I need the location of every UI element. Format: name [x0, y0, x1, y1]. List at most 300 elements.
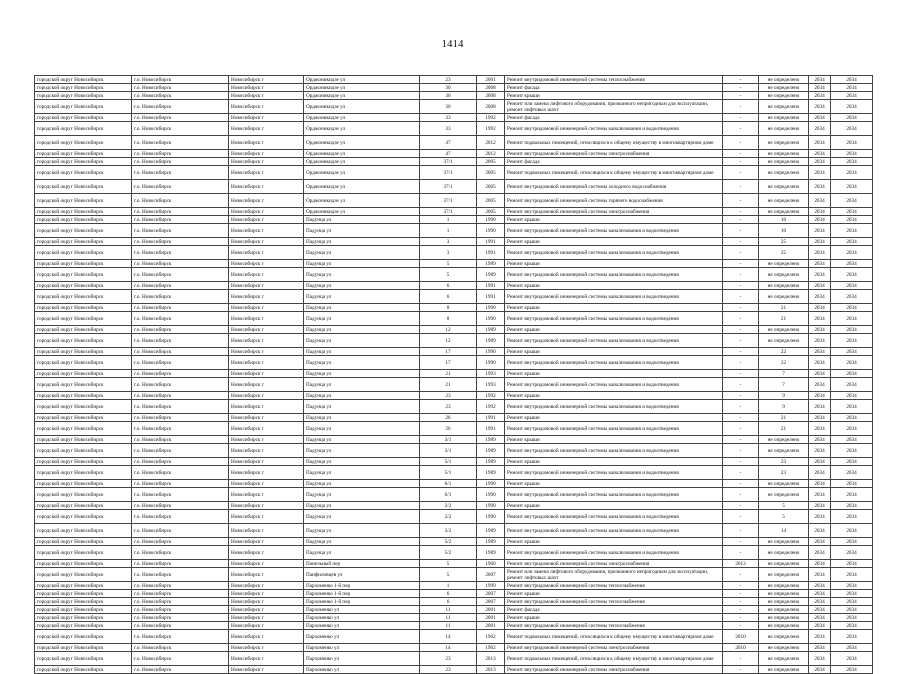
table-row	[35, 546, 873, 560]
wear-cell: 21	[759, 304, 809, 312]
city-district-cell: г.о. Новосибирск	[132, 356, 229, 370]
city-district-cell: г.о. Новосибирск	[132, 268, 229, 282]
street-cell: Падунца ул	[304, 312, 420, 326]
settlement-cell: Новосибирск г	[229, 510, 304, 524]
street-cell: Падунца ул	[304, 546, 420, 560]
wear-cell: 14	[759, 524, 809, 538]
city-district-cell: г.о. Новосибирск	[132, 488, 229, 502]
build-year-cell: 1989	[477, 466, 505, 480]
plan-year-start-cell: 2034	[809, 282, 831, 290]
work-type-cell: Ремонт крыши	[505, 538, 723, 546]
municipality-cell: городской округ Новосибирск	[35, 568, 132, 582]
plan-year-end-cell: 2034	[831, 480, 873, 488]
municipality-cell: городской округ Новосибирск	[35, 348, 132, 356]
settlement-cell: Новосибирск г	[229, 598, 304, 606]
last-repair-year-cell: -	[723, 488, 759, 502]
table-row	[35, 458, 873, 466]
table-row	[35, 114, 873, 122]
last-repair-year-cell: -	[723, 84, 759, 92]
house-number-cell: 23	[420, 652, 477, 666]
house-number-cell: 5/2	[420, 546, 477, 560]
table-row	[35, 606, 873, 614]
build-year-cell: 1990	[477, 480, 505, 488]
build-year-cell: 2001	[477, 76, 505, 84]
plan-year-end-cell: 2034	[831, 502, 873, 510]
plan-year-start-cell: 2034	[809, 260, 831, 268]
plan-year-end-cell: 2034	[831, 290, 873, 304]
street-cell: Орджоникидзе ул	[304, 114, 420, 122]
municipality-cell: городской округ Новосибирск	[35, 582, 132, 590]
street-cell: Падунца ул	[304, 246, 420, 260]
build-year-cell: 2007	[477, 590, 505, 598]
municipality-cell: городской округ Новосибирск	[35, 606, 132, 614]
build-year-cell: 1990	[477, 304, 505, 312]
last-repair-year-cell: -	[723, 436, 759, 444]
plan-year-end-cell: 2034	[831, 652, 873, 666]
plan-year-end-cell: 2034	[831, 422, 873, 436]
plan-year-end-cell: 2034	[831, 166, 873, 180]
plan-year-end-cell: 2034	[831, 150, 873, 158]
wear-cell: не определено	[759, 630, 809, 644]
table-row	[35, 356, 873, 370]
street-cell: Орджоникидзе ул	[304, 136, 420, 150]
plan-year-start-cell: 2034	[809, 208, 831, 216]
settlement-cell: Новосибирск г	[229, 458, 304, 466]
build-year-cell: 2008	[477, 92, 505, 100]
house-number-cell: 6	[420, 598, 477, 606]
build-year-cell: 1991	[477, 422, 505, 436]
municipality-cell: городской округ Новосибирск	[35, 422, 132, 436]
house-number-cell: 2/2	[420, 502, 477, 510]
settlement-cell: Новосибирск г	[229, 392, 304, 400]
table-row	[35, 238, 873, 246]
table-row	[35, 136, 873, 150]
wear-cell: не определено	[759, 260, 809, 268]
last-repair-year-cell: -	[723, 268, 759, 282]
work-type-cell: Ремонт крыши	[505, 392, 723, 400]
build-year-cell: 1989	[477, 260, 505, 268]
street-cell: Падунца ул	[304, 392, 420, 400]
house-number-cell: 6	[420, 282, 477, 290]
settlement-cell: Новосибирск г	[229, 630, 304, 644]
work-type-cell: Ремонт внутридомовой инженерной системы горячего водоснабжения	[505, 194, 723, 208]
wear-cell: не определено	[759, 582, 809, 590]
house-number-cell: 33	[420, 122, 477, 136]
settlement-cell: Новосибирск г	[229, 334, 304, 348]
work-type-cell: Ремонт внутридомовой инженерной системы канализования и водоотведения	[505, 400, 723, 414]
last-repair-year-cell: -	[723, 76, 759, 84]
house-number-cell: 5	[420, 268, 477, 282]
city-district-cell: г.о. Новосибирск	[132, 194, 229, 208]
build-year-cell: 1989	[477, 458, 505, 466]
work-type-cell: Ремонт внутридомовой инженерной системы электроснабжения	[505, 208, 723, 216]
build-year-cell: 2001	[477, 606, 505, 614]
wear-cell: не определено	[759, 122, 809, 136]
work-type-cell: Ремонт внутридомовой инженерной системы теплоснабжения	[505, 622, 723, 630]
settlement-cell: Новосибирск г	[229, 208, 304, 216]
table-row	[35, 644, 873, 652]
plan-year-end-cell: 2034	[831, 614, 873, 622]
wear-cell: не определено	[759, 436, 809, 444]
plan-year-end-cell: 2034	[831, 560, 873, 568]
plan-year-end-cell: 2034	[831, 92, 873, 100]
house-number-cell: 37/1	[420, 208, 477, 216]
last-repair-year-cell: -	[723, 150, 759, 158]
plan-year-start-cell: 2034	[809, 326, 831, 334]
street-cell: Падунца ул	[304, 444, 420, 458]
settlement-cell: Новосибирск г	[229, 348, 304, 356]
municipality-cell: городской округ Новосибирск	[35, 644, 132, 652]
settlement-cell: Новосибирск г	[229, 614, 304, 622]
work-type-cell: Ремонт внутридомовой инженерной системы электроснабжения	[505, 666, 723, 674]
table-row	[35, 76, 873, 84]
municipality-cell: городской округ Новосибирск	[35, 268, 132, 282]
municipality-cell: городской округ Новосибирск	[35, 290, 132, 304]
settlement-cell: Новосибирск г	[229, 666, 304, 674]
municipality-cell: городской округ Новосибирск	[35, 180, 132, 194]
house-number-cell: 37/1	[420, 158, 477, 166]
work-type-cell: Ремонт внутридомовой инженерной системы канализования и водоотведения	[505, 268, 723, 282]
street-cell: Пархоменко 1-й пер	[304, 598, 420, 606]
last-repair-year-cell: -	[723, 100, 759, 114]
build-year-cell: 1992	[477, 400, 505, 414]
municipality-cell: городской округ Новосибирск	[35, 246, 132, 260]
plan-year-end-cell: 2034	[831, 370, 873, 378]
municipality-cell: городской округ Новосибирск	[35, 282, 132, 290]
table-row	[35, 158, 873, 166]
city-district-cell: г.о. Новосибирск	[132, 122, 229, 136]
last-repair-year-cell: -	[723, 524, 759, 538]
municipality-cell: городской округ Новосибирск	[35, 538, 132, 546]
city-district-cell: г.о. Новосибирск	[132, 208, 229, 216]
last-repair-year-cell: -	[723, 422, 759, 436]
house-number-cell: 37/1	[420, 180, 477, 194]
street-cell: Падунца ул	[304, 422, 420, 436]
plan-year-end-cell: 2034	[831, 76, 873, 84]
municipality-cell: городской округ Новосибирск	[35, 510, 132, 524]
house-number-cell: 6/1	[420, 488, 477, 502]
house-number-cell: 1	[420, 582, 477, 590]
table-row	[35, 334, 873, 348]
plan-year-start-cell: 2034	[809, 150, 831, 158]
last-repair-year-cell: -	[723, 158, 759, 166]
build-year-cell: 1990	[477, 488, 505, 502]
plan-year-end-cell: 2034	[831, 224, 873, 238]
settlement-cell: Новосибирск г	[229, 216, 304, 224]
plan-year-start-cell: 2034	[809, 114, 831, 122]
wear-cell: не определено	[759, 326, 809, 334]
street-cell: Падунца ул	[304, 290, 420, 304]
municipality-cell: городской округ Новосибирск	[35, 400, 132, 414]
work-type-cell: Ремонт крыши	[505, 326, 723, 334]
city-district-cell: г.о. Новосибирск	[132, 502, 229, 510]
plan-year-end-cell: 2034	[831, 630, 873, 644]
settlement-cell: Новосибирск г	[229, 488, 304, 502]
plan-year-start-cell: 2034	[809, 392, 831, 400]
city-district-cell: г.о. Новосибирск	[132, 590, 229, 598]
work-type-cell: Ремонт внутридомовой инженерной системы канализования и водоотведения	[505, 466, 723, 480]
municipality-cell: городской округ Новосибирск	[35, 590, 132, 598]
house-number-cell: 1	[420, 224, 477, 238]
municipality-cell: городской округ Новосибирск	[35, 560, 132, 568]
work-type-cell: Ремонт внутридомовой инженерной системы теплоснабжения	[505, 76, 723, 84]
plan-year-end-cell: 2034	[831, 238, 873, 246]
plan-year-start-cell: 2034	[809, 644, 831, 652]
wear-cell: не определено	[759, 622, 809, 630]
street-cell: Орджоникидзе ул	[304, 76, 420, 84]
settlement-cell: Новосибирск г	[229, 158, 304, 166]
street-cell: Падунца ул	[304, 488, 420, 502]
wear-cell: 22	[759, 348, 809, 356]
table-row	[35, 268, 873, 282]
municipality-cell: городской округ Новосибирск	[35, 326, 132, 334]
city-district-cell: г.о. Новосибирск	[132, 92, 229, 100]
municipality-cell: городской округ Новосибирск	[35, 524, 132, 538]
wear-cell: 9	[759, 392, 809, 400]
table-row	[35, 622, 873, 630]
plan-year-start-cell: 2034	[809, 652, 831, 666]
plan-year-end-cell: 2034	[831, 444, 873, 458]
work-type-cell: Ремонт фасада	[505, 114, 723, 122]
plan-year-start-cell: 2034	[809, 444, 831, 458]
last-repair-year-cell: 2010	[723, 644, 759, 652]
settlement-cell: Новосибирск г	[229, 466, 304, 480]
build-year-cell: 1989	[477, 538, 505, 546]
wear-cell: не определено	[759, 444, 809, 458]
plan-year-start-cell: 2034	[809, 560, 831, 568]
last-repair-year-cell: -	[723, 598, 759, 606]
wear-cell: не определено	[759, 560, 809, 568]
build-year-cell: 2001	[477, 622, 505, 630]
build-year-cell: 1991	[477, 414, 505, 422]
wear-cell: не определено	[759, 92, 809, 100]
work-type-cell: Ремонт внутридомовой инженерной системы теплоснабжения	[505, 598, 723, 606]
wear-cell: не определено	[759, 180, 809, 194]
wear-cell: не определено	[759, 666, 809, 674]
last-repair-year-cell: -	[723, 606, 759, 614]
work-type-cell: Ремонт крыши	[505, 92, 723, 100]
build-year-cell: 1989	[477, 436, 505, 444]
street-cell: Орджоникидзе ул	[304, 84, 420, 92]
city-district-cell: г.о. Новосибирск	[132, 282, 229, 290]
city-district-cell: г.о. Новосибирск	[132, 480, 229, 488]
plan-year-end-cell: 2034	[831, 510, 873, 524]
house-number-cell: 3/1	[420, 444, 477, 458]
street-cell: Падунца ул	[304, 502, 420, 510]
work-type-cell: Ремонт крыши	[505, 238, 723, 246]
table-row	[35, 208, 873, 216]
house-number-cell: 5/2	[420, 538, 477, 546]
table-row	[35, 502, 873, 510]
municipality-cell: городской округ Новосибирск	[35, 488, 132, 502]
plan-year-start-cell: 2034	[809, 488, 831, 502]
work-type-cell: Ремонт внутридомовой инженерной системы электроснабжения	[505, 560, 723, 568]
municipality-cell: городской округ Новосибирск	[35, 334, 132, 348]
last-repair-year-cell: 2013	[723, 560, 759, 568]
work-type-cell: Ремонт фасада	[505, 606, 723, 614]
street-cell: Орджоникидзе ул	[304, 100, 420, 114]
plan-year-start-cell: 2034	[809, 76, 831, 84]
work-type-cell: Ремонт внутридомовой инженерной системы электроснабжения	[505, 644, 723, 652]
city-district-cell: г.о. Новосибирск	[132, 538, 229, 546]
house-number-cell: 23	[420, 400, 477, 414]
settlement-cell: Новосибирск г	[229, 356, 304, 370]
table-row	[35, 480, 873, 488]
city-district-cell: г.о. Новосибирск	[132, 378, 229, 392]
wear-cell: 25	[759, 238, 809, 246]
last-repair-year-cell: -	[723, 414, 759, 422]
last-repair-year-cell: -	[723, 392, 759, 400]
plan-year-end-cell: 2034	[831, 158, 873, 166]
city-district-cell: г.о. Новосибирск	[132, 370, 229, 378]
work-type-cell: Ремонт внутридомовой инженерной системы канализования и водоотведения	[505, 224, 723, 238]
last-repair-year-cell: -	[723, 466, 759, 480]
work-type-cell: Ремонт внутридомовой инженерной системы канализования и водоотведения	[505, 422, 723, 436]
table-row	[35, 666, 873, 674]
municipality-cell: городской округ Новосибирск	[35, 458, 132, 466]
street-cell: Орджоникидзе ул	[304, 208, 420, 216]
last-repair-year-cell: -	[723, 400, 759, 414]
last-repair-year-cell: -	[723, 136, 759, 150]
city-district-cell: г.о. Новосибирск	[132, 392, 229, 400]
plan-year-end-cell: 2034	[831, 246, 873, 260]
work-type-cell: Ремонт подвальных помещений, относящихся к общему имуществу в многоквартирном доме	[505, 652, 723, 666]
work-type-cell: Ремонт внутридомовой инженерной системы канализования и водоотведения	[505, 524, 723, 538]
last-repair-year-cell: -	[723, 666, 759, 674]
city-district-cell: г.о. Новосибирск	[132, 666, 229, 674]
work-type-cell: Ремонт подвальных помещений, относящихся к общему имуществу в многоквартирном доме	[505, 136, 723, 150]
city-district-cell: г.о. Новосибирск	[132, 444, 229, 458]
house-number-cell: 3	[420, 238, 477, 246]
wear-cell: не определено	[759, 598, 809, 606]
plan-year-start-cell: 2034	[809, 666, 831, 674]
build-year-cell: 1990	[477, 348, 505, 356]
wear-cell: не определено	[759, 114, 809, 122]
work-type-cell: Ремонт внутридомовой инженерной системы канализования и водоотведения	[505, 444, 723, 458]
city-district-cell: г.о. Новосибирск	[132, 546, 229, 560]
settlement-cell: Новосибирск г	[229, 92, 304, 100]
plan-year-start-cell: 2034	[809, 630, 831, 644]
wear-cell: 5	[759, 510, 809, 524]
plan-year-end-cell: 2034	[831, 114, 873, 122]
last-repair-year-cell: -	[723, 370, 759, 378]
table-row	[35, 488, 873, 502]
city-district-cell: г.о. Новосибирск	[132, 458, 229, 466]
work-type-cell: Ремонт внутридомовой инженерной системы канализования и водоотведения	[505, 510, 723, 524]
city-district-cell: г.о. Новосибирск	[132, 510, 229, 524]
city-district-cell: г.о. Новосибирск	[132, 644, 229, 652]
wear-cell: не определено	[759, 480, 809, 488]
street-cell: Падунца ул	[304, 356, 420, 370]
work-type-cell: Ремонт крыши	[505, 216, 723, 224]
house-number-cell: 3/1	[420, 436, 477, 444]
street-cell: Падунца ул	[304, 414, 420, 422]
street-cell: Падунца ул	[304, 348, 420, 356]
last-repair-year-cell: -	[723, 290, 759, 304]
city-district-cell: г.о. Новосибирск	[132, 598, 229, 606]
last-repair-year-cell: -	[723, 282, 759, 290]
build-year-cell: 1962	[477, 630, 505, 644]
build-year-cell: 2008	[477, 100, 505, 114]
last-repair-year-cell: -	[723, 114, 759, 122]
plan-year-start-cell: 2034	[809, 158, 831, 166]
city-district-cell: г.о. Новосибирск	[132, 606, 229, 614]
last-repair-year-cell: -	[723, 622, 759, 630]
municipality-cell: городской округ Новосибирск	[35, 224, 132, 238]
settlement-cell: Новосибирск г	[229, 524, 304, 538]
wear-cell: не определено	[759, 208, 809, 216]
last-repair-year-cell: -	[723, 356, 759, 370]
wear-cell: не определено	[759, 590, 809, 598]
street-cell: Падунца ул	[304, 400, 420, 414]
municipality-cell: городской округ Новосибирск	[35, 622, 132, 630]
last-repair-year-cell: -	[723, 194, 759, 208]
plan-year-start-cell: 2034	[809, 136, 831, 150]
settlement-cell: Новосибирск г	[229, 194, 304, 208]
plan-year-end-cell: 2034	[831, 590, 873, 598]
plan-year-start-cell: 2034	[809, 370, 831, 378]
table-row	[35, 630, 873, 644]
plan-year-end-cell: 2034	[831, 568, 873, 582]
street-cell: Падунца ул	[304, 326, 420, 334]
plan-year-end-cell: 2034	[831, 458, 873, 466]
house-number-cell: 8	[420, 312, 477, 326]
settlement-cell: Новосибирск г	[229, 76, 304, 84]
settlement-cell: Новосибирск г	[229, 268, 304, 282]
street-cell: Орджоникидзе ул	[304, 150, 420, 158]
last-repair-year-cell: -	[723, 444, 759, 458]
last-repair-year-cell: -	[723, 582, 759, 590]
house-number-cell: 11	[420, 622, 477, 630]
municipality-cell: городской округ Новосибирск	[35, 598, 132, 606]
work-type-cell: Ремонт подвальных помещений, относящихся к общему имуществу в многоквартирном доме	[505, 166, 723, 180]
plan-year-end-cell: 2034	[831, 312, 873, 326]
settlement-cell: Новосибирск г	[229, 560, 304, 568]
last-repair-year-cell: -	[723, 614, 759, 622]
municipality-cell: городской округ Новосибирск	[35, 666, 132, 674]
settlement-cell: Новосибирск г	[229, 378, 304, 392]
city-district-cell: г.о. Новосибирск	[132, 652, 229, 666]
work-type-cell: Ремонт крыши	[505, 370, 723, 378]
city-district-cell: г.о. Новосибирск	[132, 466, 229, 480]
house-number-cell: 6	[420, 590, 477, 598]
house-number-cell: 5/1	[420, 466, 477, 480]
plan-year-end-cell: 2034	[831, 100, 873, 114]
settlement-cell: Новосибирск г	[229, 166, 304, 180]
work-type-cell: Ремонт крыши	[505, 414, 723, 422]
build-year-cell: 1990	[477, 502, 505, 510]
table-row	[35, 422, 873, 436]
table-row	[35, 282, 873, 290]
house-number-cell: 23	[420, 392, 477, 400]
city-district-cell: г.о. Новосибирск	[132, 246, 229, 260]
table-row	[35, 216, 873, 224]
last-repair-year-cell: -	[723, 180, 759, 194]
municipality-cell: городской округ Новосибирск	[35, 260, 132, 268]
city-district-cell: г.о. Новосибирск	[132, 414, 229, 422]
work-type-cell: Ремонт фасада	[505, 84, 723, 92]
work-type-cell: Ремонт внутридомовой инженерной системы канализования и водоотведения	[505, 290, 723, 304]
street-cell: Падунца ул	[304, 370, 420, 378]
plan-year-end-cell: 2034	[831, 400, 873, 414]
settlement-cell: Новосибирск г	[229, 652, 304, 666]
city-district-cell: г.о. Новосибирск	[132, 312, 229, 326]
table-row	[35, 246, 873, 260]
table-row	[35, 378, 873, 392]
settlement-cell: Новосибирск г	[229, 502, 304, 510]
build-year-cell: 1990	[477, 312, 505, 326]
street-cell: Падунца ул	[304, 260, 420, 268]
